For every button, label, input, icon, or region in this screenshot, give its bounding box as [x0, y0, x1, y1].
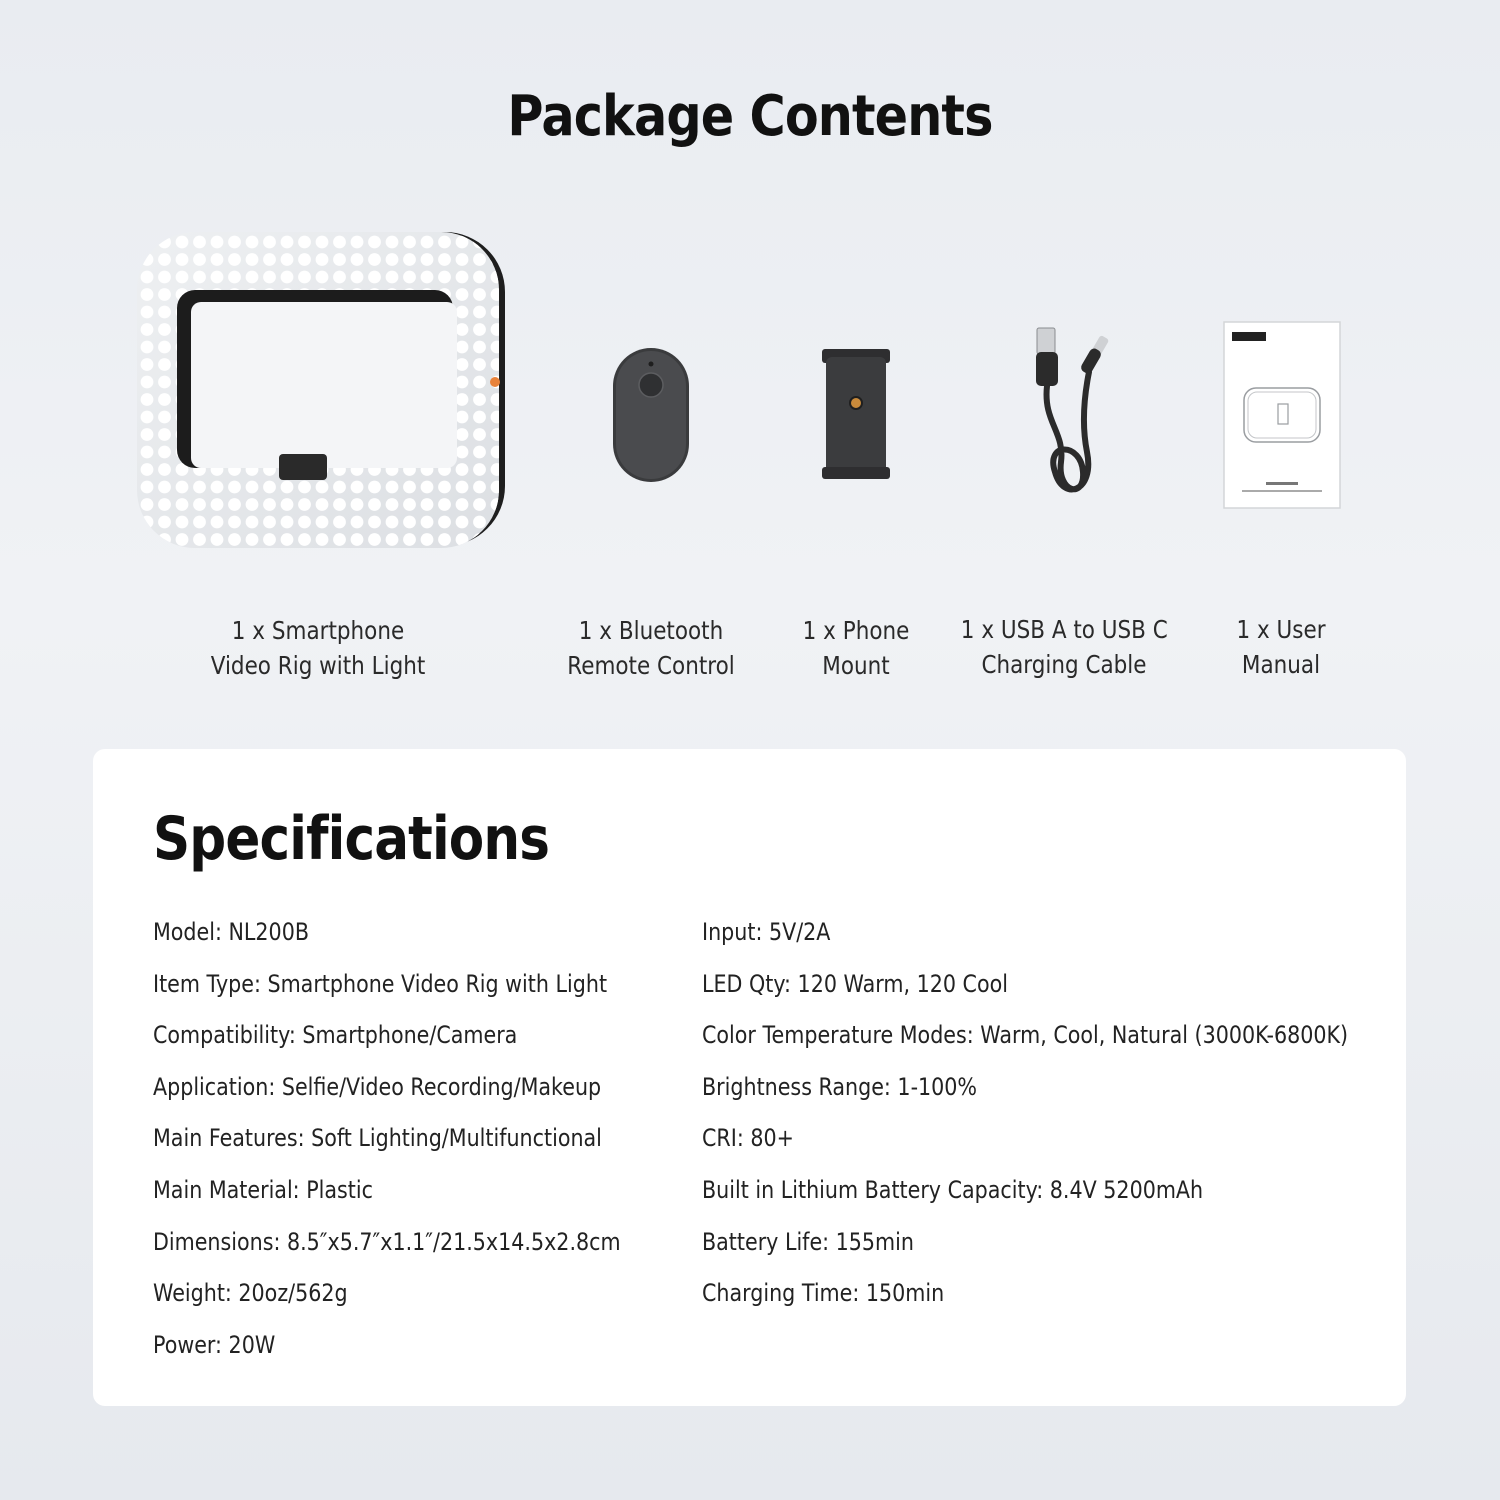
spec-row: Battery Life: 155min: [702, 1227, 914, 1256]
spec-row: Color Temperature Modes: Warm, Cool, Natural (3000K-6800K): [702, 1021, 1349, 1050]
spec-row: Charging Time: 150min: [702, 1279, 945, 1308]
spec-row: Compatibility: Smartphone/Camera: [153, 1021, 518, 1050]
spec-row: Main Material: Plastic: [153, 1175, 373, 1204]
caption-line: Video Rig with Light: [210, 651, 426, 680]
spec-row: LED Qty: 120 Warm, 120 Cool: [702, 969, 1008, 998]
caption-line: 1 x Bluetooth: [578, 616, 724, 645]
usb-cable-icon: [1025, 322, 1115, 507]
caption-line: 1 x USB A to USB C: [960, 615, 1168, 644]
caption-line: 1 x Smartphone: [231, 616, 405, 645]
page-title: Package Contents: [507, 84, 993, 149]
caption-line: Manual: [1241, 650, 1321, 679]
spec-row: Input: 5V/2A: [702, 918, 831, 946]
spec-row: CRI: 80+: [702, 1124, 794, 1153]
caption-remote-control: [548, 613, 754, 683]
specifications-title: Specifications: [153, 804, 550, 874]
user-manual-icon: [1222, 320, 1342, 510]
spec-row: Main Features: Soft Lighting/Multifunctional: [153, 1124, 602, 1153]
phone-mount-icon: [818, 347, 894, 480]
spec-row: Built in Lithium Battery Capacity: 8.4V 5200mAh: [702, 1175, 1204, 1204]
spec-row: Model: NL200B: [153, 918, 309, 946]
caption-line: Mount: [822, 651, 890, 680]
spec-row: Dimensions: 8.5″x5.7″x1.1″/21.5x14.5x2.8cm: [153, 1227, 621, 1256]
spec-row: Item Type: Smartphone Video Rig with Light: [153, 969, 608, 998]
spec-row: Weight: 20oz/562g: [153, 1279, 348, 1308]
caption-line: Remote Control: [567, 651, 735, 680]
specifications-card: [93, 749, 1406, 1406]
ring-light-icon: [133, 228, 508, 553]
spec-list-right: [702, 915, 1453, 1328]
spec-row: Brightness Range: 1-100%: [702, 1072, 978, 1101]
caption-usb-cable: [961, 612, 1167, 682]
caption-line: Charging Cable: [981, 650, 1147, 679]
caption-phone-mount: [787, 613, 925, 683]
caption-user-manual: [1221, 612, 1341, 682]
caption-line: 1 x User: [1236, 615, 1326, 644]
spec-list-left: [153, 915, 697, 1379]
spec-row: Application: Selfie/Video Recording/Makeup: [153, 1072, 602, 1101]
caption-line: 1 x Phone: [802, 616, 910, 645]
spec-row: Power: 20W: [153, 1330, 276, 1359]
caption-smartphone-rig: [189, 613, 447, 683]
remote-control-icon: [610, 345, 692, 485]
